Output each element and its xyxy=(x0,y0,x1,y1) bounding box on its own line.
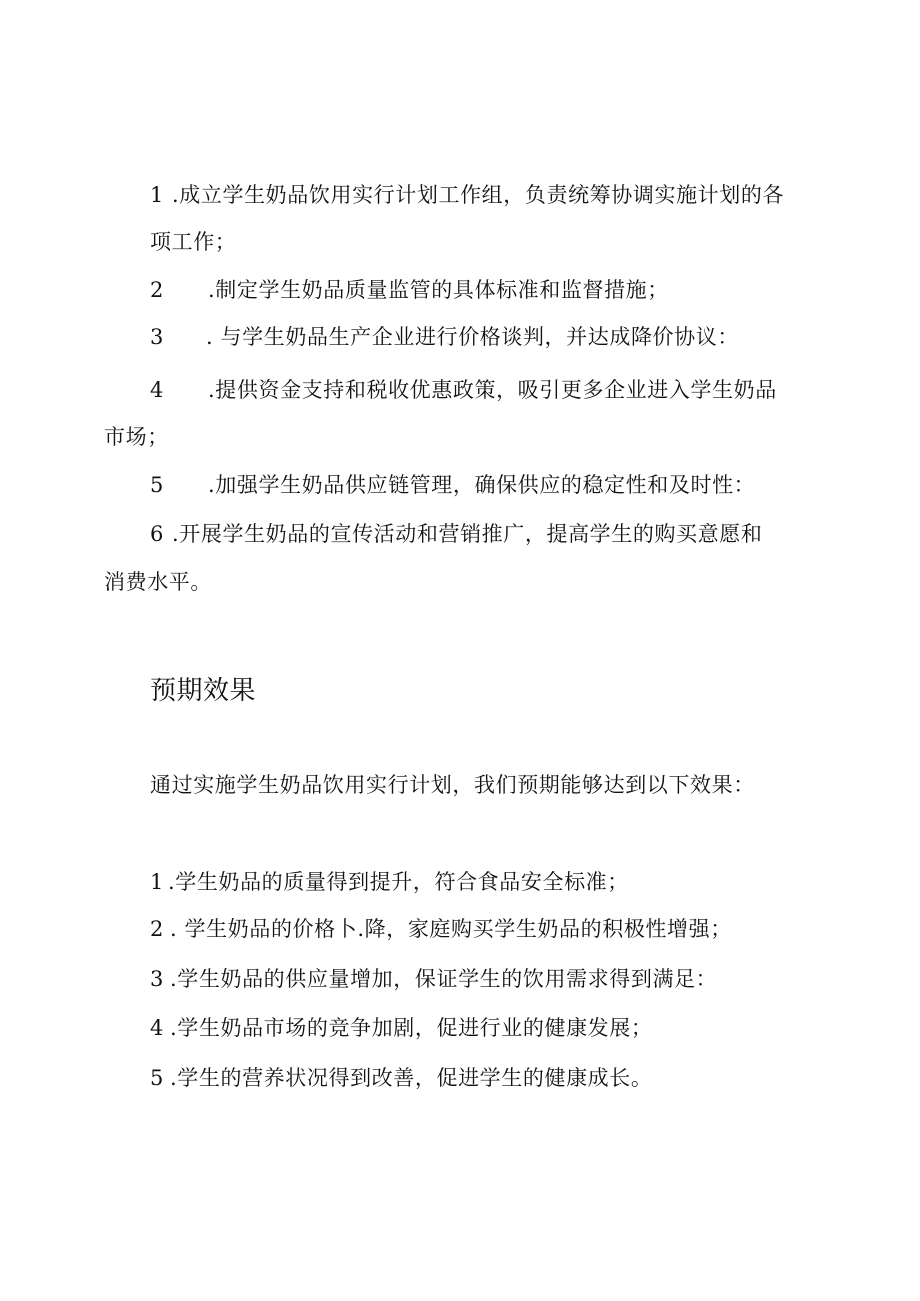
effect-item-5 xyxy=(150,1064,652,1092)
measure-item-1 xyxy=(150,181,784,209)
effect-item-3-text: .学生奶品的供应量增加，保证学生的饮用需求得到满足： xyxy=(170,967,718,991)
measure-item-5 xyxy=(150,471,755,499)
measure-item-2-text: .制定学生奶品质量监管的具体标准和监督措施； xyxy=(208,278,669,302)
measure-item-4-continuation: 市场； xyxy=(104,425,169,449)
effect-item-4-number: 4 xyxy=(150,1016,164,1040)
section-heading: 预期效果 xyxy=(150,676,257,706)
expected-intro: 通过实施学生奶品饮用实行计划，我们预期能够达到以下效果： xyxy=(150,773,755,797)
effect-item-2-text: . 学生奶品的价格卜.降，家庭购买学生奶品的积极性增强； xyxy=(170,917,732,941)
measure-item-2 xyxy=(150,276,669,304)
measure-item-2-number: 2 xyxy=(150,278,164,302)
measure-item-3-text: . 与学生奶品生产企业进行价格谈判，并达成降价协议： xyxy=(206,325,739,349)
effect-item-3 xyxy=(150,965,717,993)
measure-item-3-number: 3 xyxy=(150,325,164,349)
measure-item-5-number: 5 xyxy=(150,473,164,497)
effect-item-5-text: .学生的营养状况得到改善，促进学生的健康成长。 xyxy=(170,1066,653,1090)
measure-item-4 xyxy=(150,376,777,404)
measure-item-6-text: .开展学生奶品的宣传活动和营销推广，提高学生的购买意愿和 xyxy=(172,522,763,546)
measure-item-6 xyxy=(150,520,762,548)
measure-item-1-number: 1 xyxy=(150,183,164,207)
measure-item-1-text: .成立学生奶品饮用实行计划工作组，负责统筹协调实施计划的各 xyxy=(172,183,785,207)
effect-item-5-number: 5 xyxy=(150,1066,164,1090)
measure-item-6-continuation: 消费水平。 xyxy=(104,570,212,594)
effect-item-1 xyxy=(150,868,629,896)
effect-item-3-number: 3 xyxy=(150,967,164,991)
effect-item-4 xyxy=(150,1014,652,1042)
effect-item-1-number: 1 xyxy=(150,870,164,894)
measure-item-1-continuation: 项工作； xyxy=(150,230,237,254)
measure-item-4-text: .提供资金支持和税收优惠政策，吸引更多企业进入学生奶品 xyxy=(208,378,777,402)
measure-item-6-number: 6 xyxy=(150,522,164,546)
measure-item-5-text: .加强学生奶品供应链管理，确保供应的稳定性和及时性： xyxy=(208,473,756,497)
effect-item-2 xyxy=(150,915,732,943)
effect-item-1-text: .学生奶品的质量得到提升，符合食品安全标准； xyxy=(168,870,629,894)
effect-item-2-number: 2 xyxy=(150,917,164,941)
effect-item-4-text: .学生奶品市场的竞争加剧，促进行业的健康发展； xyxy=(170,1016,653,1040)
measure-item-3 xyxy=(150,323,739,351)
measure-item-4-number: 4 xyxy=(150,378,164,402)
